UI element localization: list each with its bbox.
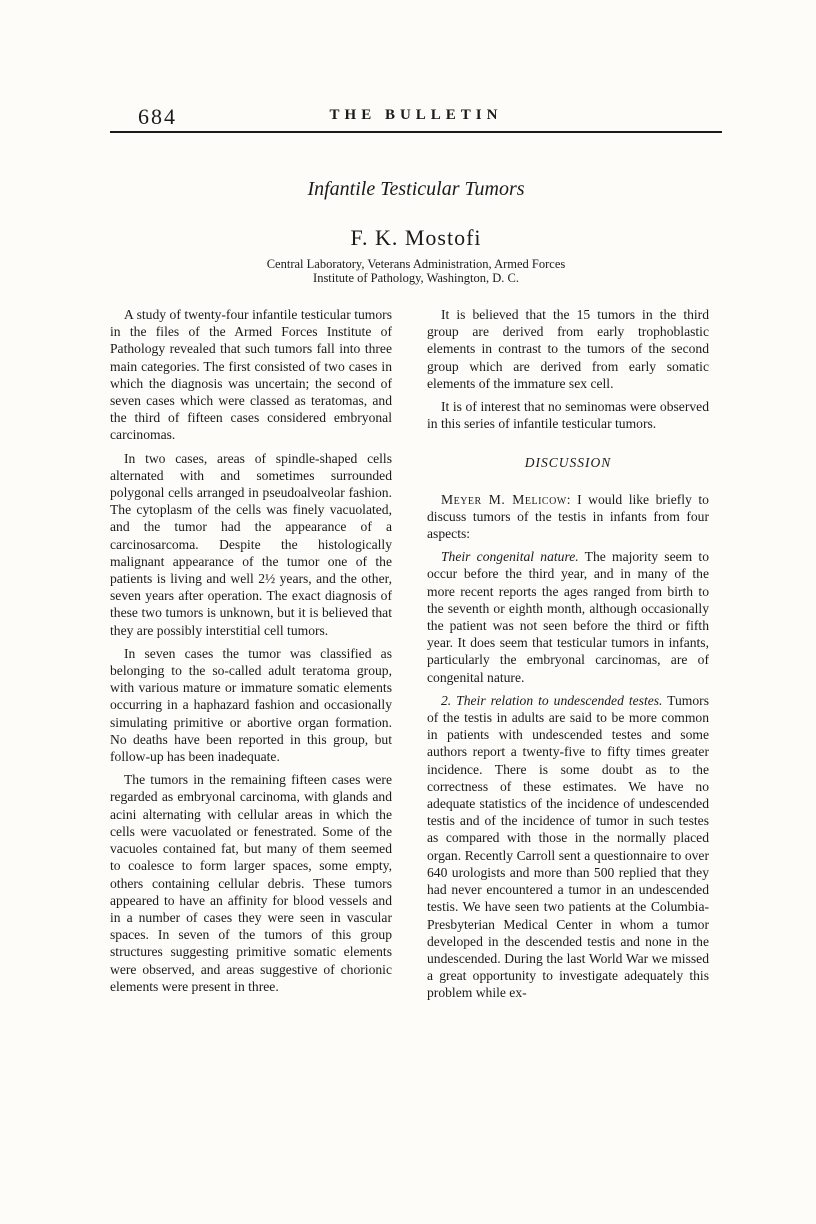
paragraph: In seven cases the tumor was classified as belonging to the so-called adult teratoma group, with various mature or immature somatic elements occurring in a haphazard fashion and occasionally simulating primitive or abortive organ formation. No deaths have been reported in this group, but follow-up has been inadequate.	[110, 645, 392, 765]
affiliation-line-1: Central Laboratory, Veterans Administration, Armed Forces	[266, 257, 566, 271]
article-title: Infantile Testicular Tumors	[307, 178, 525, 200]
discussion-paragraph	[427, 692, 709, 1002]
article-author: F. K. Mostofi	[350, 225, 482, 250]
author-affiliation	[110, 257, 722, 285]
left-column	[110, 306, 392, 1001]
paragraph: The tumors in the remaining fifteen cases were regarded as embryonal carcinoma, with glands and acini alternating with cellular areas in which the cells were vacuolated or fenestrated. Some of the vacuoles contained fat, but many of them seemed to coalesce to form larger spaces, some empty, others containing cellular debris. These tumors appeared to have an affinity for blood vessels and in a number of cases they were seen in vascular spaces. In seven of the tumors of this group structures suggesting primitive somatic elements were observed, and areas suggestive of chorionic elements were present in three.	[110, 772, 392, 994]
paragraph-text: The majority seem to occur before the third year, and in many of the more recent reports the ages ranged from birth to the seventh or eighth month, although occasionally the patient was not seen before the third or fifth year. It does seem that testicular tumors in infants, particularly the embryonal carcinomas, are of congenital nature.	[427, 549, 709, 685]
discussion-paragraph	[427, 548, 709, 686]
paragraph-text: : I would like briefly to discuss tumors of the testis in infants from four aspects:	[427, 491, 709, 542]
affiliation-line-2: Institute of Pathology, Washington, D. C.	[313, 271, 519, 285]
right-column	[427, 306, 709, 1008]
running-head	[110, 104, 722, 128]
paragraph: It is of interest that no seminomas were observed in this series of infantile testicular tumors.	[427, 399, 709, 432]
paragraph: It is believed that the 15 tumors in the third group are derived from early trophoblastic elements in contrast to the tumors of the second group which are derived from early somatic elements of the immature sex cell.	[427, 307, 709, 391]
paragraph-text: Tumors of the testis in adults are said to be more common in patients with undescended testes and some authors report a twenty-five to fifty times greater incidence. There is some doubt as to the correctness of these estimates. We have no adequate statistics of the incidence of undescended testis and of the incidence of tumor in such testes as compared with those in the normally placed organ. Recently Carroll sent a questionnaire to over 640 urologists and more than 500 replied that they had never encountered a tumor in an undescended testis. We have seen two patients at the Columbia-Presbyterian Medical Center in whom a tumor developed in the descended testis and none in the undescended. During the last World War we missed a great opportunity to investigate adequately this problem while ex-	[427, 692, 709, 1001]
header-rule	[110, 131, 722, 133]
page-number: 684	[138, 104, 177, 129]
paragraph: In two cases, areas of spindle-shaped cells alternated with and sometimes surrounded polygonal cells arranged in pseudoalveolar fashion. The cytoplasm of the cells was finely vacuolated, and the tumor had the appearance of a carcinosarcoma. Despite the histologically malignant appearance of the tumor one of the patients is living and well 2½ years, and the other, seven years after operation. The exact diagnosis of these two tumors is unknown, but it is believed that they are possibly interstitial cell tumors.	[110, 450, 392, 638]
journal-name: THE BULLETIN	[329, 107, 503, 123]
discussion-paragraph	[427, 491, 709, 543]
discussion-heading: DISCUSSION	[524, 455, 612, 471]
speaker-name: Meyer M. Melicow	[441, 491, 567, 507]
paragraph: A study of twenty-four infantile testicular tumors in the files of the Armed Forces Institute of Pathology revealed that such tumors fall into three main categories. The first consisted of two cases in which the diagnosis was uncertain; the second of seven cases which were classed as teratomas, and the third of fifteen cases considered embryonal carcinomas.	[110, 307, 392, 443]
paragraph-lead: Their congenital nature.	[441, 549, 579, 565]
paragraph-lead: 2. Their relation to undescended testes.	[441, 692, 663, 708]
